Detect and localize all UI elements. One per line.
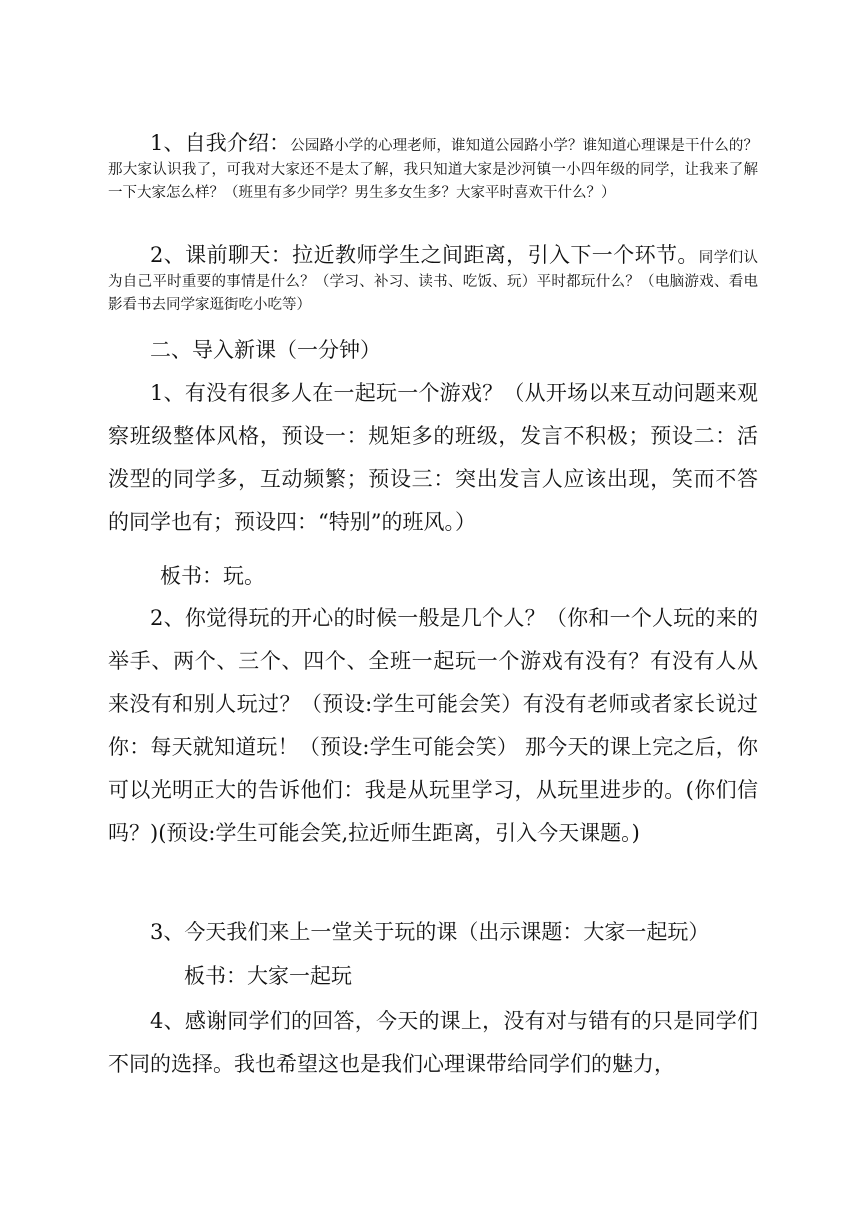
board-note-1: 板书：玩。 bbox=[160, 564, 265, 588]
section-heading: 二、导入新课（一分钟） bbox=[150, 338, 381, 362]
paragraph-pre-class-chat bbox=[108, 244, 758, 318]
paragraph-lead: 1、自我介绍： bbox=[150, 131, 291, 155]
paragraph-lead: 2、课前聊天：拉近教师学生之间距离，引入下一个环节。 bbox=[150, 243, 699, 267]
paragraph-question-4: 4、感谢同学们的回答，今天的课上，没有对与错有的只是同学们不同的选择。我也希望这也是我们心理课带给同学们的魅力， bbox=[108, 1009, 758, 1076]
paragraph-body: 公园路小学的心理老师，谁知道公园路小学？谁知道心理课是干什么的？那大家认识我了，可我对大家还不是太了解，我只知道大家是沙河镇一小四年级的同学，让我来了解一下大家怎么样？（班里有多少同学？男生多女生多？大家平时喜欢干什么？） bbox=[108, 138, 758, 201]
paragraph-body: 同学们认为自己平时重要的事情是什么？（学习、补习、读书、吃饭、玩）平时都玩什么？（电脑游戏、看电影看书去同学家逛街吃小吃等） bbox=[108, 250, 759, 313]
paragraph-question-2: 2、你觉得玩的开心的时候一般是几个人？（你和一个人玩的来的举手、两个、三个、四个、全班一起玩一个游戏有没有？有没有人从来没有和别人玩过？（预设:学生可能会笑）有没有老师或者家长说过你：每天就知道玩！（预设:学生可能会笑） 那今天的课上完之后，你可以光明正大的告诉他们：我是从玩里学习，从玩里进步的。(你们信吗？)(预设:学生可能会笑,拉近师生距离，引入今天课题。) bbox=[108, 606, 758, 845]
board-note-2: 板书：大家一起玩 bbox=[184, 964, 352, 988]
paragraph-self-introduction bbox=[108, 132, 758, 206]
paragraph-question-3: 3、今天我们来上一堂关于玩的课（出示课题：大家一起玩） bbox=[150, 920, 710, 944]
paragraph-question-1: 1、有没有很多人在一起玩一个游戏？（从开场以来互动问题来观察班级整体风格，预设一：规矩多的班级，发言不积极；预设二：活泼型的同学多，互动频繁；预设三：突出发言人应该出现，笑而不答的同学也有；预设四：“特别”的班风。） bbox=[108, 381, 758, 534]
